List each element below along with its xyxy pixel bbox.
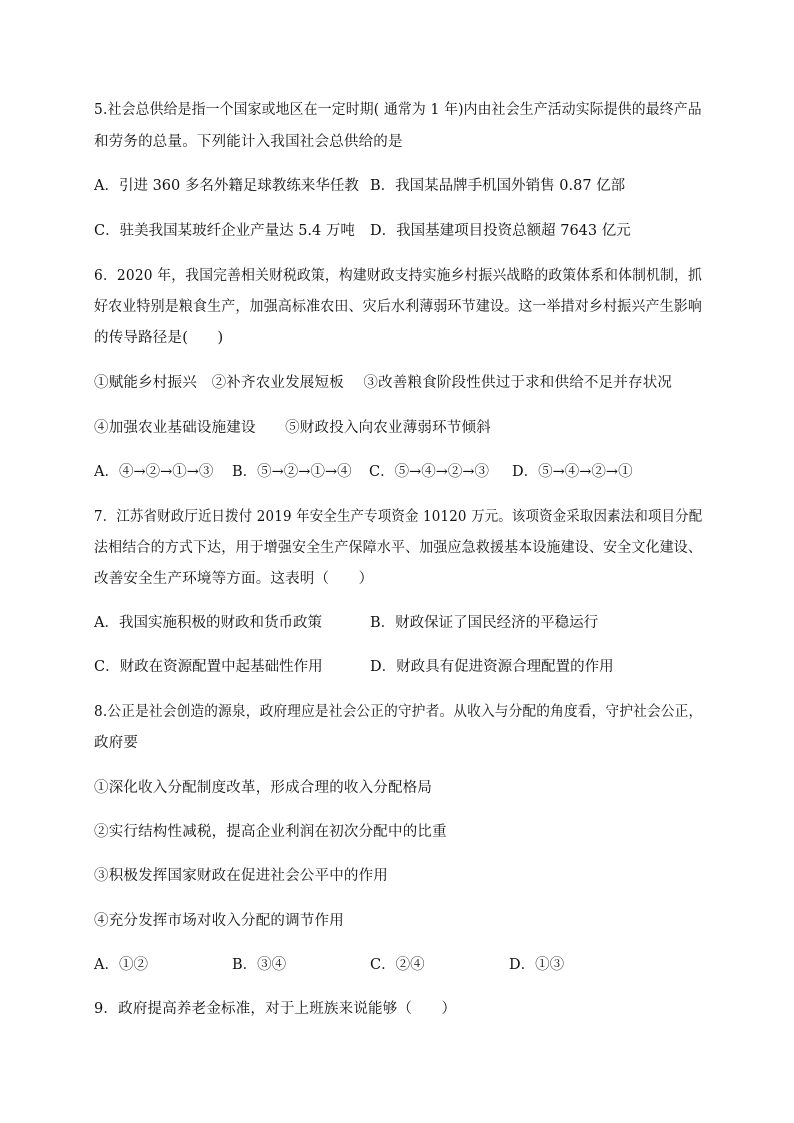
q7-stem-line-1: 7．江苏省财政厅近日拨付 2019 年安全生产专项资金 10120 万元。该项资金采取因素法和项目分配 xyxy=(94,509,703,525)
q5-option-a: A．引进 360 多名外籍足球教练来华任教 xyxy=(94,178,359,194)
q7-option-d: D．财政具有促进资源合理配置的作用 xyxy=(370,659,614,675)
q6-stem-line-3: 的传导路径是( ) xyxy=(94,330,224,346)
q6-option-a: A．④→②→①→③ xyxy=(94,464,214,480)
q7-stem-line-3: 改善安全生产环境等方面。这表明（ ） xyxy=(94,571,374,587)
q6-option-d: D．⑤→④→②→① xyxy=(512,464,633,480)
q8-item-line-3: ③积极发挥国家财政在促进社会公平中的作用 xyxy=(94,868,388,884)
q5-option-d: D．我国基建项目投资总额超 7643 亿元 xyxy=(370,223,631,239)
q7-option-c: C．财政在资源配置中起基础性作用 xyxy=(94,659,323,675)
q8-item-line-1: ①深化收入分配制度改革，形成合理的收入分配格局 xyxy=(94,780,433,796)
q5-stem-line-1: 5.社会总供给是指一个国家或地区在一定时期( 通常为 1 年)内由社会生产活动实际提供的最终产品 xyxy=(94,102,702,118)
q6-item-line-2: ④加强农业基础设施建设 ⑤财政投入向农业薄弱环节倾斜 xyxy=(94,420,491,436)
q9-stem-line-1: 9．政府提高养老金标准，对于上班族来说能够（ ） xyxy=(94,1001,457,1017)
q6-option-b: B．⑤→②→①→④ xyxy=(232,464,352,480)
q6-stem-line-2: 好农业特别是粮食生产，加强高标准农田、灾后水利薄弱环节建设。这一举措对乡村振兴产生影响 xyxy=(94,299,703,315)
q8-option-c: C．②④ xyxy=(370,957,425,973)
q8-stem-line-1: 8.公正是社会创造的源泉，政府理应是社会公正的守护者。从收入与分配的角度看，守护社会公正， xyxy=(94,704,703,720)
q5-option-b: B．我国某品牌手机国外销售 0.87 亿部 xyxy=(370,178,626,194)
q6-stem-line-1: 6．2020 年，我国完善相关财税政策，构建财政支持实施乡村振兴战略的政策体系和体制机制，抓 xyxy=(94,268,702,284)
q6-option-c: C．⑤→④→②→③ xyxy=(369,464,490,480)
q5-option-c: C．驻美我国某玻纤企业产量达 5.4 万吨 xyxy=(94,223,355,239)
q7-option-a: A．我国实施积极的财政和货币政策 xyxy=(94,615,322,631)
q8-item-line-4: ④充分发挥市场对收入分配的调节作用 xyxy=(94,913,344,929)
q8-option-b: B．③④ xyxy=(232,957,287,973)
q6-item-line-1: ①赋能乡村振兴 ②补齐农业发展短板 ③改善粮食阶段性供过于求和供给不足并存状况 xyxy=(94,375,673,391)
q7-option-b: B．财政保证了国民经济的平稳运行 xyxy=(370,615,599,631)
q8-stem-line-2: 政府要 xyxy=(94,735,139,751)
q5-stem-line-2: 和劳务的总量。下列能计入我国社会总供给的是 xyxy=(94,134,403,150)
q8-option-a: A．①② xyxy=(94,957,148,973)
q8-option-d: D．①③ xyxy=(509,957,565,973)
q7-stem-line-2: 法相结合的方式下达，用于增强安全生产保障水平、加强应急救援基本设施建设、安全文化建设、 xyxy=(94,540,703,556)
q8-item-line-2: ②实行结构性减税，提高企业利润在初次分配中的比重 xyxy=(94,824,447,840)
